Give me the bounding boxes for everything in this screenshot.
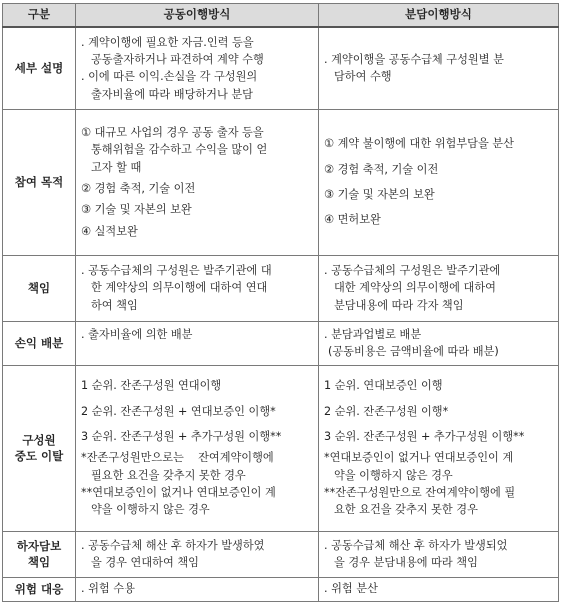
text-line: *잔존구성원만으로는 잔여계약이행에	[81, 451, 274, 465]
text-line: . 계약이행을 공동수급체 구성원별 분	[324, 52, 504, 66]
text-line: 2 순위. 잔존구성원 + 연대보증인 이행*	[81, 404, 276, 418]
text-line: 2 순위. 잔존구성원 이행*	[324, 404, 449, 418]
row-label-liability: 책임	[3, 255, 76, 321]
row-detail	[3, 27, 559, 109]
cell-dropout-split	[319, 365, 559, 531]
row-label-dropout-line1: 구성원	[22, 432, 56, 447]
cell-profit-split	[319, 321, 559, 365]
cell-purpose-split	[319, 109, 559, 255]
header-row	[3, 4, 559, 28]
cell-liability-split	[319, 255, 559, 321]
cell-risk-joint	[76, 577, 319, 601]
cell-warranty-split	[319, 531, 559, 577]
cell-dropout-joint	[76, 365, 319, 531]
header-split-method: 분담이행방식	[319, 4, 559, 28]
text-line: 담하여 수행	[334, 70, 392, 84]
text-line: **잔존구성원만으로 잔여계약이행에 필	[324, 486, 516, 500]
comparison-table	[2, 3, 559, 602]
text-line: . 위험 수용	[81, 582, 135, 596]
text-line: . 공동수급체의 구성원은 발주기관에 대	[81, 263, 272, 277]
text-line: 요한 요건을 갖추지 못한 경우	[334, 503, 478, 517]
text-line: . 출자비율에 의한 배분	[81, 327, 193, 341]
cell-risk-split	[319, 577, 559, 601]
text-line: 을 경우 연대하여 책임	[91, 556, 199, 569]
text-line: 1 순위. 연대보증인 이행	[324, 379, 443, 393]
text-line: ③ 기술 및 자본의 보완	[324, 188, 435, 201]
text-line: 3 순위. 잔존구성원 + 추가구성원 이행**	[324, 429, 525, 443]
text-line: . 공동수급체 해산 후 하자가 발생하였	[81, 538, 265, 552]
cell-warranty-joint	[76, 531, 319, 577]
cell-detail-joint	[76, 27, 319, 109]
text-line: 하여 책임	[91, 298, 138, 312]
text-line: ④ 면허보완	[324, 213, 381, 227]
row-label-dropout	[3, 365, 76, 531]
text-line: 대한 계약상의 의무이행에 대하여	[334, 281, 496, 295]
row-label-risk: 위험 대응	[3, 577, 76, 601]
header-joint-method: 공동이행방식	[76, 4, 319, 28]
text-line: 고자 할 때	[91, 160, 142, 174]
text-line: 약을 이행하지 않은 경우	[91, 503, 210, 517]
row-label-dropout-line2: 중도 이탈	[14, 449, 64, 463]
header-category: 구분	[3, 4, 76, 28]
row-liability	[3, 255, 559, 321]
text-line: 공동출자하거나 파견하여 계약 수행	[91, 52, 264, 66]
row-risk	[3, 577, 559, 601]
text-line: 약을 이행하지 않은 경우	[334, 468, 453, 482]
row-purpose	[3, 109, 559, 255]
text-line: ③ 기술 및 자본의 보완	[81, 203, 192, 217]
text-line: 3 순위. 잔존구성원 + 추가구성원 이행**	[81, 429, 282, 443]
text-line: . 공동수급체 해산 후 하자가 발생되었	[324, 538, 508, 552]
row-dropout	[3, 365, 559, 531]
text-line: ② 경험 축적, 기술 이전	[324, 162, 439, 176]
text-line: . 위험 분산	[324, 582, 378, 596]
text-line: (공동비용은 금액비율에 따라 배분)	[328, 345, 499, 358]
text-line: 을 경우 분담내용에 따라 책임	[334, 556, 478, 569]
text-line: *연대보증인이 없거나 연대보증인이 계	[324, 451, 514, 465]
text-line: 출자비율에 따라 배당하거나 분담	[91, 87, 253, 101]
row-label-warranty-line1: 하자담보	[16, 538, 62, 553]
text-line: ④ 실적보완	[81, 224, 138, 238]
text-line: . 분담과업별로 배분	[324, 327, 422, 341]
row-label-warranty-line2: 책임	[27, 555, 51, 569]
text-line: . 계약이행에 필요한 자금.인력 등을	[81, 35, 254, 49]
text-line: 1 순위. 잔존구성원 연대이행	[81, 379, 222, 393]
text-line: 통해위험을 감수하고 수익을 많이 얻	[91, 143, 268, 157]
cell-detail-split	[319, 27, 559, 109]
cell-purpose-joint	[76, 109, 319, 255]
text-line: 한 계약상의 의무이행에 대하여 연대	[91, 281, 268, 295]
row-profit	[3, 321, 559, 365]
row-warranty	[3, 531, 559, 577]
text-line: ① 대규모 사업의 경우 공동 출자 등을	[81, 125, 264, 139]
row-label-detail: 세부 설명	[3, 27, 76, 109]
text-line: ① 계약 불이행에 대한 위험부담을 분산	[324, 137, 514, 151]
row-label-purpose: 참여 목적	[3, 109, 76, 255]
text-line: . 이에 따른 이익.손실을 각 구성원의	[81, 70, 258, 84]
row-label-profit: 손익 배분	[3, 321, 76, 365]
text-line: **연대보증인이 없거나 연대보증인이 계	[81, 486, 276, 500]
text-line: ② 경험 축적, 기술 이전	[81, 182, 196, 195]
text-line: . 공동수급체의 구성원은 발주기관에	[324, 263, 501, 277]
text-line: 필요한 요건을 갖추지 못한 경우	[91, 468, 246, 482]
text-line: 분담내용에 따라 각자 책임	[334, 298, 464, 312]
row-label-warranty	[3, 531, 76, 577]
cell-liability-joint	[76, 255, 319, 321]
cell-profit-joint	[76, 321, 319, 365]
